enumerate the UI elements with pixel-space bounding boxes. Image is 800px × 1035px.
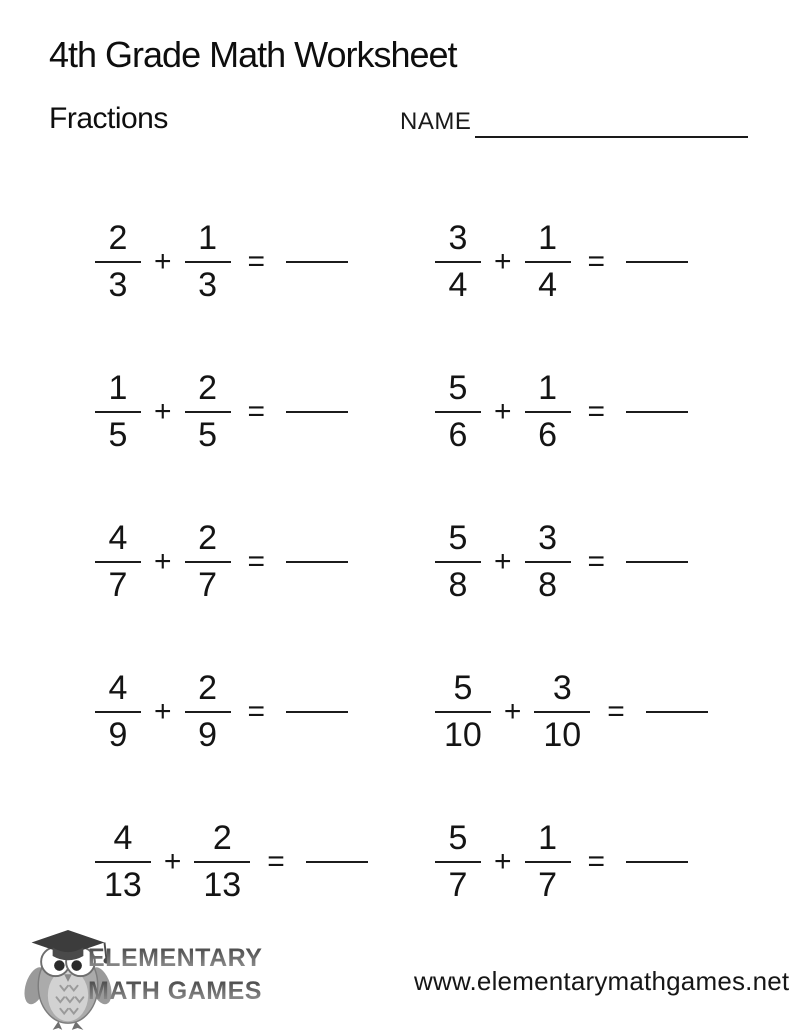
- plus-sign: +: [494, 545, 512, 578]
- equals-sign: =: [267, 845, 285, 878]
- numerator: 2: [185, 670, 231, 713]
- plus-sign: +: [494, 245, 512, 278]
- page-title: 4th Grade Math Worksheet: [49, 34, 457, 75]
- answer-blank: [626, 261, 688, 263]
- denominator: 3: [198, 266, 217, 304]
- fraction: [185, 220, 231, 305]
- problem-7: [95, 637, 435, 787]
- website-url: www.elementarymathgames.net: [414, 966, 790, 996]
- logo-line1: ELEMENTARY: [88, 944, 263, 972]
- equals-sign: =: [587, 245, 606, 278]
- problem-1: [95, 187, 435, 337]
- numerator: 5: [435, 520, 481, 563]
- equals-sign: =: [247, 695, 266, 728]
- problem-10: [435, 787, 755, 937]
- fraction: [95, 220, 141, 305]
- fraction: [534, 670, 590, 755]
- denominator: 7: [198, 566, 217, 604]
- numerator: 3: [435, 220, 481, 263]
- fraction: [95, 670, 141, 755]
- equals-sign: =: [607, 695, 625, 728]
- problem-5: [95, 487, 435, 637]
- denominator: 7: [108, 566, 128, 604]
- fraction: [435, 220, 481, 305]
- problem-9: [95, 787, 435, 937]
- equals-sign: =: [247, 545, 266, 578]
- fraction: [435, 820, 481, 905]
- fraction: [185, 370, 231, 455]
- numerator: 1: [525, 370, 571, 413]
- numerator: 3: [534, 670, 590, 713]
- plus-sign: +: [154, 695, 172, 728]
- plus-sign: +: [494, 845, 512, 878]
- logo-line2: MATH GAMES: [88, 977, 262, 1005]
- plus-sign: +: [154, 245, 172, 278]
- equals-sign: =: [247, 395, 266, 428]
- numerator: 1: [525, 820, 571, 863]
- fraction: [525, 220, 571, 305]
- equals-sign: =: [587, 845, 606, 878]
- denominator: 5: [108, 416, 128, 454]
- topic-label: Fractions: [49, 102, 168, 135]
- denominator: 5: [198, 416, 217, 454]
- answer-blank: [286, 561, 348, 563]
- answer-blank: [286, 711, 348, 713]
- numerator: 5: [435, 370, 481, 413]
- fraction: [194, 820, 250, 905]
- numerator: 5: [435, 820, 481, 863]
- answer-blank: [626, 561, 688, 563]
- numerator: 3: [525, 520, 571, 563]
- numerator: 4: [95, 670, 141, 713]
- denominator: 9: [198, 716, 217, 754]
- problem-4: [435, 337, 755, 487]
- numerator: 1: [185, 220, 231, 263]
- denominator: 4: [538, 266, 557, 304]
- plus-sign: +: [154, 395, 172, 428]
- plus-sign: +: [163, 845, 182, 878]
- numerator: 2: [95, 220, 141, 263]
- denominator: 3: [108, 266, 128, 304]
- denominator: 10: [543, 716, 582, 754]
- problem-2: [435, 187, 755, 337]
- denominator: 8: [448, 566, 468, 604]
- numerator: 1: [95, 370, 141, 413]
- denominator: 6: [448, 416, 468, 454]
- equals-sign: =: [587, 545, 606, 578]
- answer-blank: [626, 861, 688, 863]
- fraction: [435, 370, 481, 455]
- numerator: 4: [95, 520, 141, 563]
- fraction: [95, 370, 141, 455]
- problems-grid: [95, 187, 755, 937]
- denominator: 6: [538, 416, 557, 454]
- name-label: NAME: [400, 108, 472, 135]
- numerator: 2: [185, 520, 231, 563]
- logo-wordmark: [88, 942, 278, 1008]
- fraction: [185, 670, 231, 755]
- fraction: [185, 520, 231, 605]
- fraction: [95, 820, 151, 905]
- name-field: [400, 108, 748, 140]
- numerator: 2: [194, 820, 250, 863]
- name-blank-line: [475, 136, 748, 138]
- numerator: 1: [525, 220, 571, 263]
- problem-6: [435, 487, 755, 637]
- equals-sign: =: [587, 395, 606, 428]
- answer-blank: [286, 411, 348, 413]
- denominator: 7: [448, 866, 468, 904]
- plus-sign: +: [503, 695, 522, 728]
- fraction: [525, 370, 571, 455]
- answer-blank: [626, 411, 688, 413]
- denominator: 7: [538, 866, 557, 904]
- fraction: [95, 520, 141, 605]
- numerator: 5: [435, 670, 491, 713]
- denominator: 9: [108, 716, 128, 754]
- plus-sign: +: [494, 395, 512, 428]
- fraction: [435, 520, 481, 605]
- answer-blank: [646, 711, 708, 713]
- denominator: 4: [448, 266, 468, 304]
- problem-3: [95, 337, 435, 487]
- problem-8: [435, 637, 755, 787]
- fraction: [525, 820, 571, 905]
- plus-sign: +: [154, 545, 172, 578]
- fraction: [525, 520, 571, 605]
- numerator: 4: [95, 820, 151, 863]
- denominator: 10: [444, 716, 482, 754]
- denominator: 13: [104, 866, 142, 904]
- equals-sign: =: [247, 245, 266, 278]
- answer-blank: [286, 261, 348, 263]
- denominator: 13: [203, 866, 242, 904]
- fraction: [435, 670, 491, 755]
- answer-blank: [306, 861, 368, 863]
- denominator: 8: [538, 566, 557, 604]
- numerator: 2: [185, 370, 231, 413]
